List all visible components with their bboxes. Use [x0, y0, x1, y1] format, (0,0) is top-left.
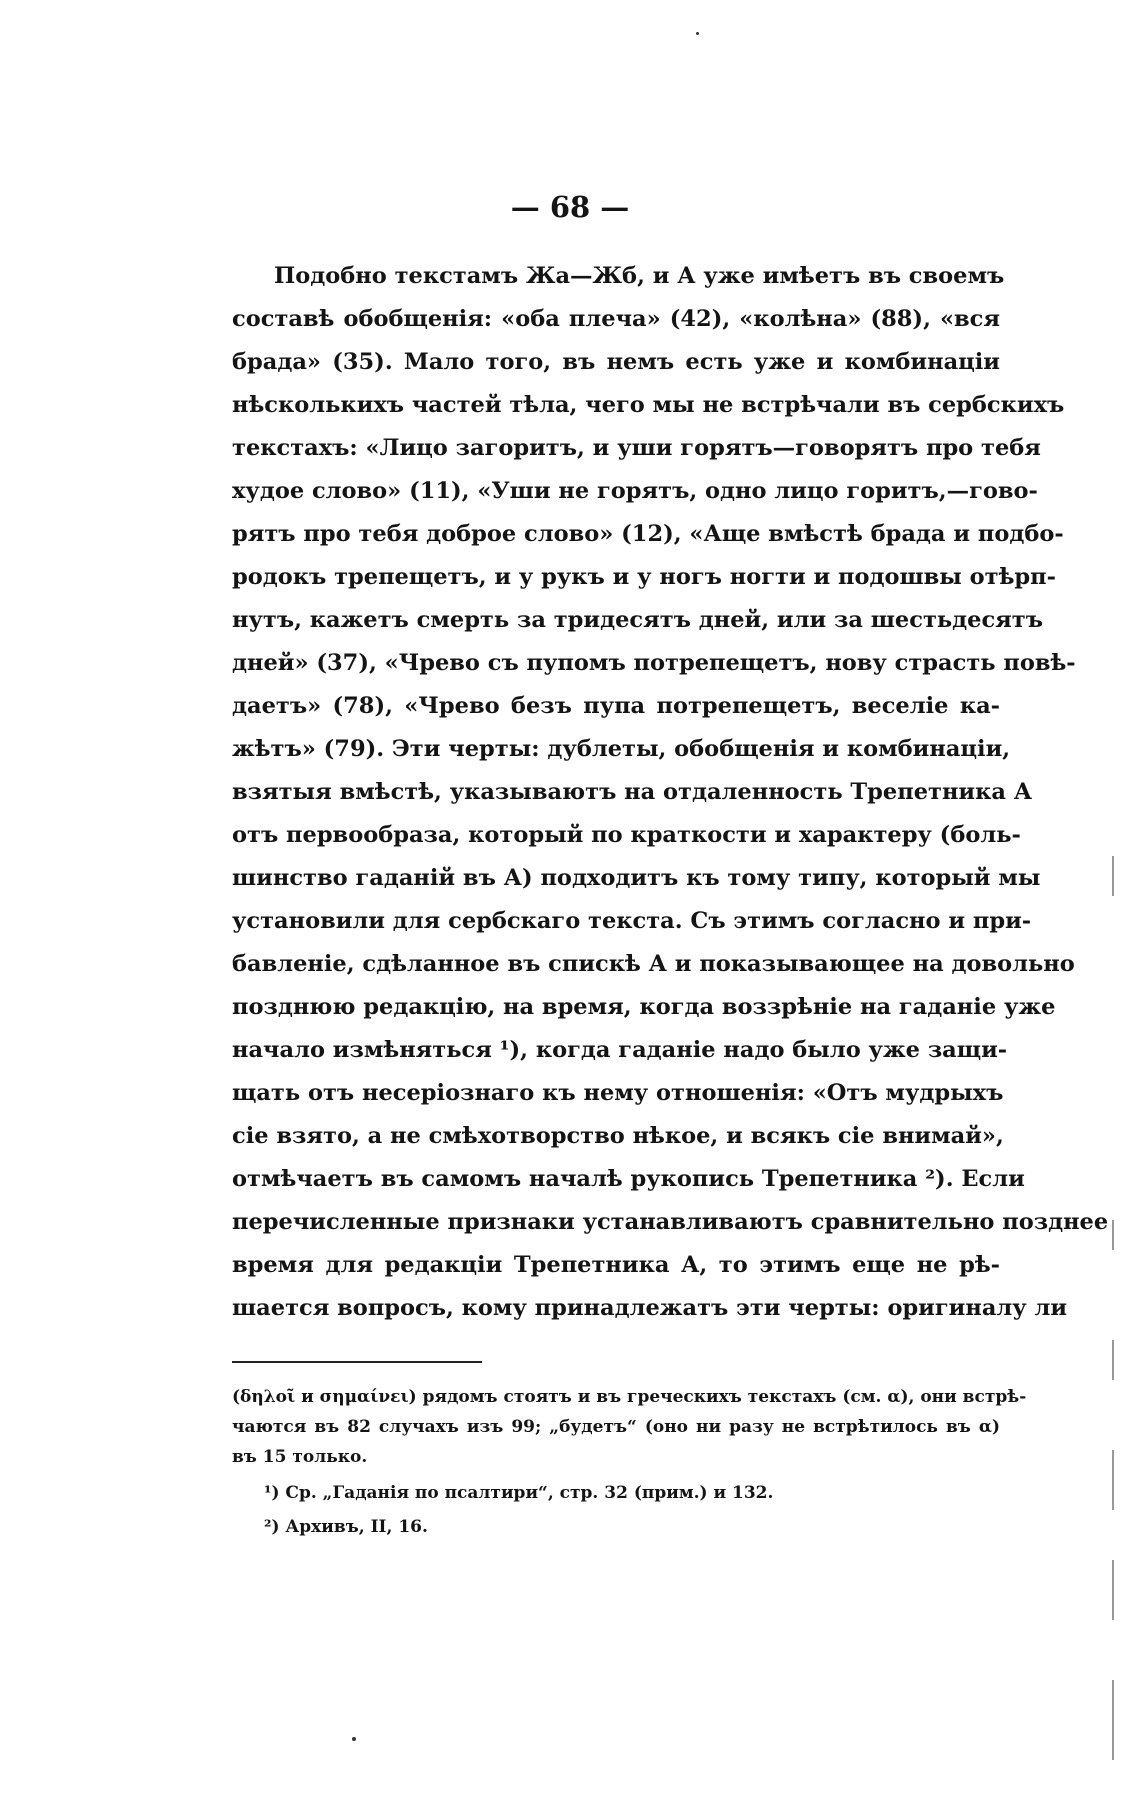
text-line: даетъ» (78), «Чрево безъ пупа потрепещетъ, веселіе ка- [232, 693, 1000, 719]
text-line: установили для сербскаго текста. Съ этимъ согласно и при- [232, 908, 1032, 934]
text-line: отъ первообраза, который по краткости и характеру (боль- [232, 822, 1021, 848]
text-line: время для редакціи Трепетника А, то этимъ еще не рѣ- [232, 1252, 1000, 1278]
scan-margin-mark [1112, 1220, 1114, 1250]
text-line: позднюю редакцію, на время, когда воззрѣніе на гаданіе уже [232, 994, 1056, 1020]
text-line: дней» (37), «Чрево съ пупомъ потрепещетъ, нову страсть повѣ- [232, 650, 1076, 676]
scan-speck [696, 32, 699, 35]
text-line: родокъ трепещетъ, и у рукъ и у ногъ ногти и подошвы отѣрп- [232, 564, 1056, 590]
footnote-continuation-line: въ 15 только. [232, 1447, 368, 1467]
page-number: — 68 — [510, 190, 630, 224]
text-line: отмѣчаетъ въ самомъ началѣ рукопись Трепетника ²). Если [232, 1166, 1025, 1192]
footnote-2: ²) Архивъ, II, 16. [264, 1517, 428, 1537]
footnote-continuation-line: чаются въ 82 случахъ изъ 99; „будетъ“ (оно ни разу не встрѣтилось въ α) [232, 1417, 1000, 1437]
footnote-1: ¹) Ср. „Гаданія по псалтири“, стр. 32 (прим.) и 132. [264, 1483, 774, 1503]
text-line: начало измѣняться ¹), когда гаданіе надо было уже защи- [232, 1037, 1008, 1063]
scan-margin-mark [1112, 1680, 1114, 1760]
text-line: сіе взято, а не смѣхотворство нѣкое, и всякъ сіе внимай», [232, 1123, 1004, 1149]
text-line: брада» (35). Мало того, въ немъ есть уже и комбинаціи [232, 349, 1000, 375]
text-line: шается вопросъ, кому принадлежатъ эти черты: оригиналу ли [232, 1295, 1068, 1321]
text-line: нѣсколькихъ частей тѣла, чего мы не встрѣчали въ сербскихъ [232, 392, 1065, 418]
text-line: Подобно текстамъ Жа—Жб, и А уже имѣетъ въ своемъ [274, 263, 1005, 289]
text-line: перечисленные признаки устанавливаютъ сравнительно позднее [232, 1209, 1109, 1235]
text-line: бавленіе, сдѣланное въ спискѣ А и показывающее на довольно [232, 951, 1075, 977]
text-line: взятыя вмѣстѣ, указываютъ на отдаленность Трепетника А [232, 779, 1033, 805]
text-line: нутъ, кажетъ смерть за тридесятъ дней, или за шестьдесятъ [232, 607, 1043, 633]
scan-margin-mark [1112, 856, 1114, 896]
text-line: составѣ обобщенія: «оба плеча» (42), «колѣна» (88), «вся [232, 306, 1000, 332]
footnotes-block [232, 1382, 1027, 1542]
scan-margin-mark [1112, 1450, 1114, 1510]
scan-speck [352, 1737, 356, 1741]
text-line: жѣтъ» (79). Эти черты: дублеты, обобщенія и комбинаціи, [232, 736, 1011, 762]
text-line: худое слово» (11), «Уши не горятъ, одно лицо горитъ,—гово- [232, 478, 1038, 504]
footnote-separator [232, 1361, 482, 1363]
footnote-continuation-line: (δηλοῖ и σημαίνει) рядомъ стоятъ и въ греческихъ текстахъ (см. α), они встрѣ- [232, 1387, 1027, 1407]
main-text-block [232, 255, 1109, 1330]
text-line: шинство гаданій въ А) подходитъ къ тому типу, который мы [232, 865, 1041, 891]
text-line: текстахъ: «Лицо загоритъ, и уши горятъ—говорятъ про тебя [232, 435, 1041, 461]
scan-margin-mark [1112, 1340, 1114, 1380]
scan-margin-mark [1112, 1560, 1114, 1620]
text-line: рятъ про тебя доброе слово» (12), «Аще вмѣстѣ брада и подбо- [232, 521, 1064, 547]
text-line: щать отъ несеріознаго къ нему отношенія: «Отъ мудрыхъ [232, 1080, 1004, 1106]
